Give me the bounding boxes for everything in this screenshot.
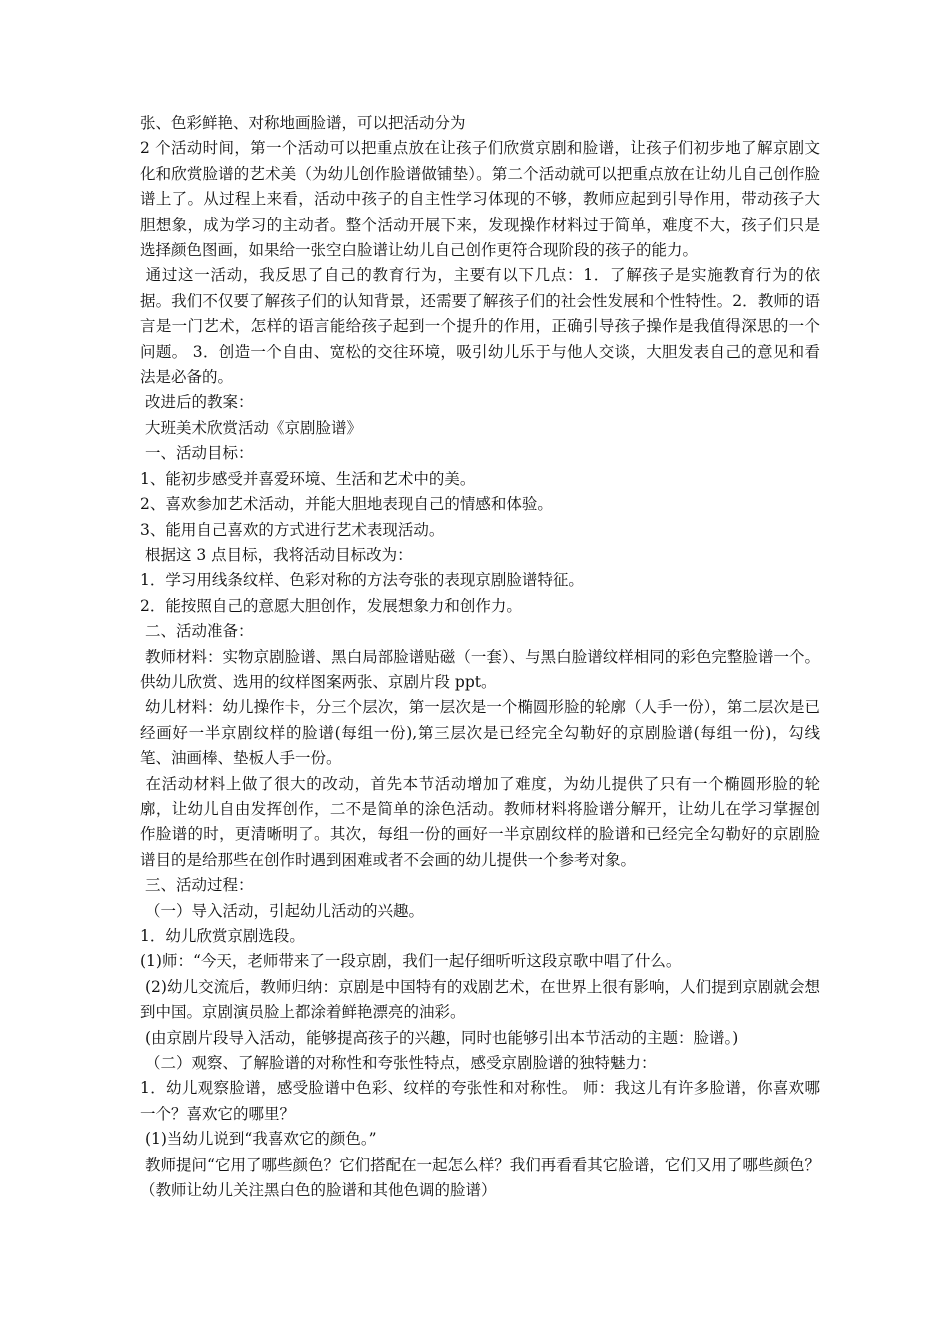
section-heading: 一、活动目标： (140, 444, 254, 463)
paragraph: 2 个活动时间，第一个活动可以把重点放在让孩子们欣赏京剧和脸谱，让孩子们初步地了解京剧文化和欣赏脸谱的艺术美（为幼儿创作脸谱做铺垫）。第二个活动就可以把重点放在让幼儿自己创作脸谱上了。从过程上来看，活动中孩子的自主性学习体现的不够，教师应起到引导作用，带动孩子大胆想象，成为学习的主动者。整个活动开展下来，发现操作材料过于简单，难度不大，孩子们只是选择颜色图画，如果给一张空白脸谱让幼儿自己创作更符合现阶段的孩子的能力。 (140, 139, 820, 260)
subsection-heading: （一）导入活动，引起幼儿活动的兴趣。 (140, 901, 424, 920)
paragraph: 张、色彩鲜艳、对称地画脸谱，可以把活动分为 (140, 114, 466, 132)
list-item: (1)师：“今天，老师带来了一段京剧，我们一起仔细听听这段京歌中唱了什么。 (140, 952, 682, 971)
paragraph: 在活动材料上做了很大的改动，首先本节活动增加了难度，为幼儿提供了只有一个椭圆形脸的轮廓，让幼儿自由发挥创作，二不是简单的涂色活动。教师材料将脸谱分解开，让幼儿在学习掌握创作脸谱的时，更清晰明了。其次，每组一份的画好一半京剧纹样的脸谱和已经完全勾勒好的京剧脸谱目的是给那些在创作时遇到困难或者不会画的幼儿提供一个参考对象。 (140, 774, 820, 869)
list-item: 1．幼儿欣赏京剧选段。 (140, 927, 305, 945)
list-item: 1．幼儿观察脸谱，感受脸谱中色彩、纹样的夸张性和对称性。 师：我这儿有许多脸谱，你喜欢哪一个？喜欢它的哪里？ (140, 1079, 820, 1123)
paragraph: 大班美术欣赏活动《京剧脸谱》 (140, 418, 362, 437)
section-heading: 二、活动准备： (140, 622, 254, 641)
list-item: 1、能初步感受并喜爱环境、生活和艺术中的美。 (140, 469, 476, 488)
paragraph: 通过这一活动，我反思了自己的教育行为，主要有以下几点：1．了解孩子是实施教育行为的依据。我们不仅要了解孩子们的认知背景，还需要了解孩子们的社会性发展和个性特性。2．教师的语言是一门艺术，怎样的语言能给孩子起到一个提升的作用，正确引导孩子操作是我值得深思的一个问题。 3．创造一个自由、宽松的交往环境，吸引幼儿乐于与他人交谈，大胆发表自己的意见和看法是必备的。 (140, 266, 820, 387)
list-item: (2)幼儿交流后，教师归纳：京剧是中国特有的戏剧艺术，在世界上很有影响，人们提到京剧就会想到中国。京剧演员脸上都涂着鲜艳漂亮的油彩。 (140, 977, 820, 1022)
subsection-heading: （二）观察、了解脸谱的对称性和夸张性特点，感受京剧脸谱的独特魅力： (140, 1054, 657, 1073)
paragraph: 教师材料：实物京剧脸谱、黑白局部脸谱贴磁（一套）、与黑白脸谱纹样相同的彩色完整脸谱一个。供幼儿欣赏、选用的纹样图案两张、京剧片段 ppt。 (140, 647, 820, 691)
paragraph: 根据这 3 点目标，我将活动目标改为： (140, 545, 413, 564)
paragraph: 幼儿材料：幼儿操作卡，分三个层次，第一层次是一个椭圆形脸的轮廓（人手一份），第二层次是已经画好一半京剧纹样的脸谱(每组一份),第三层次是已经完全勾勒好的京剧脸谱(每组一份)，勾线笔、油画棒、垫板人手一份。 (140, 698, 820, 768)
list-item: (1)当幼儿说到“我喜欢它的颜色。” (140, 1130, 377, 1149)
list-item: 1．学习用线条纹样、色彩对称的方法夸张的表现京剧脸谱特征。 (140, 571, 584, 590)
section-heading: 三、活动过程： (140, 876, 254, 895)
paragraph: 改进后的教案： (140, 393, 254, 412)
list-item: 2．能按照自己的意愿大胆创作，发展想象力和创作力。 (140, 596, 522, 615)
list-item: 3、能用自己喜欢的方式进行艺术表现活动。 (140, 520, 445, 539)
document-body (140, 111, 820, 1203)
paragraph: 教师提问“它用了哪些颜色？它们搭配在一起怎么样？我们再看看其它脸谱，它们又用了哪些颜色？（教师让幼儿关注黑白色的脸谱和其他色调的脸谱） (140, 1155, 820, 1200)
paragraph: (由京剧片段导入活动，能够提高孩子的兴趣，同时也能够引出本节活动的主题：脸谱。) (140, 1028, 739, 1047)
list-item: 2、喜欢参加艺术活动，并能大胆地表现自己的情感和体验。 (140, 495, 553, 514)
